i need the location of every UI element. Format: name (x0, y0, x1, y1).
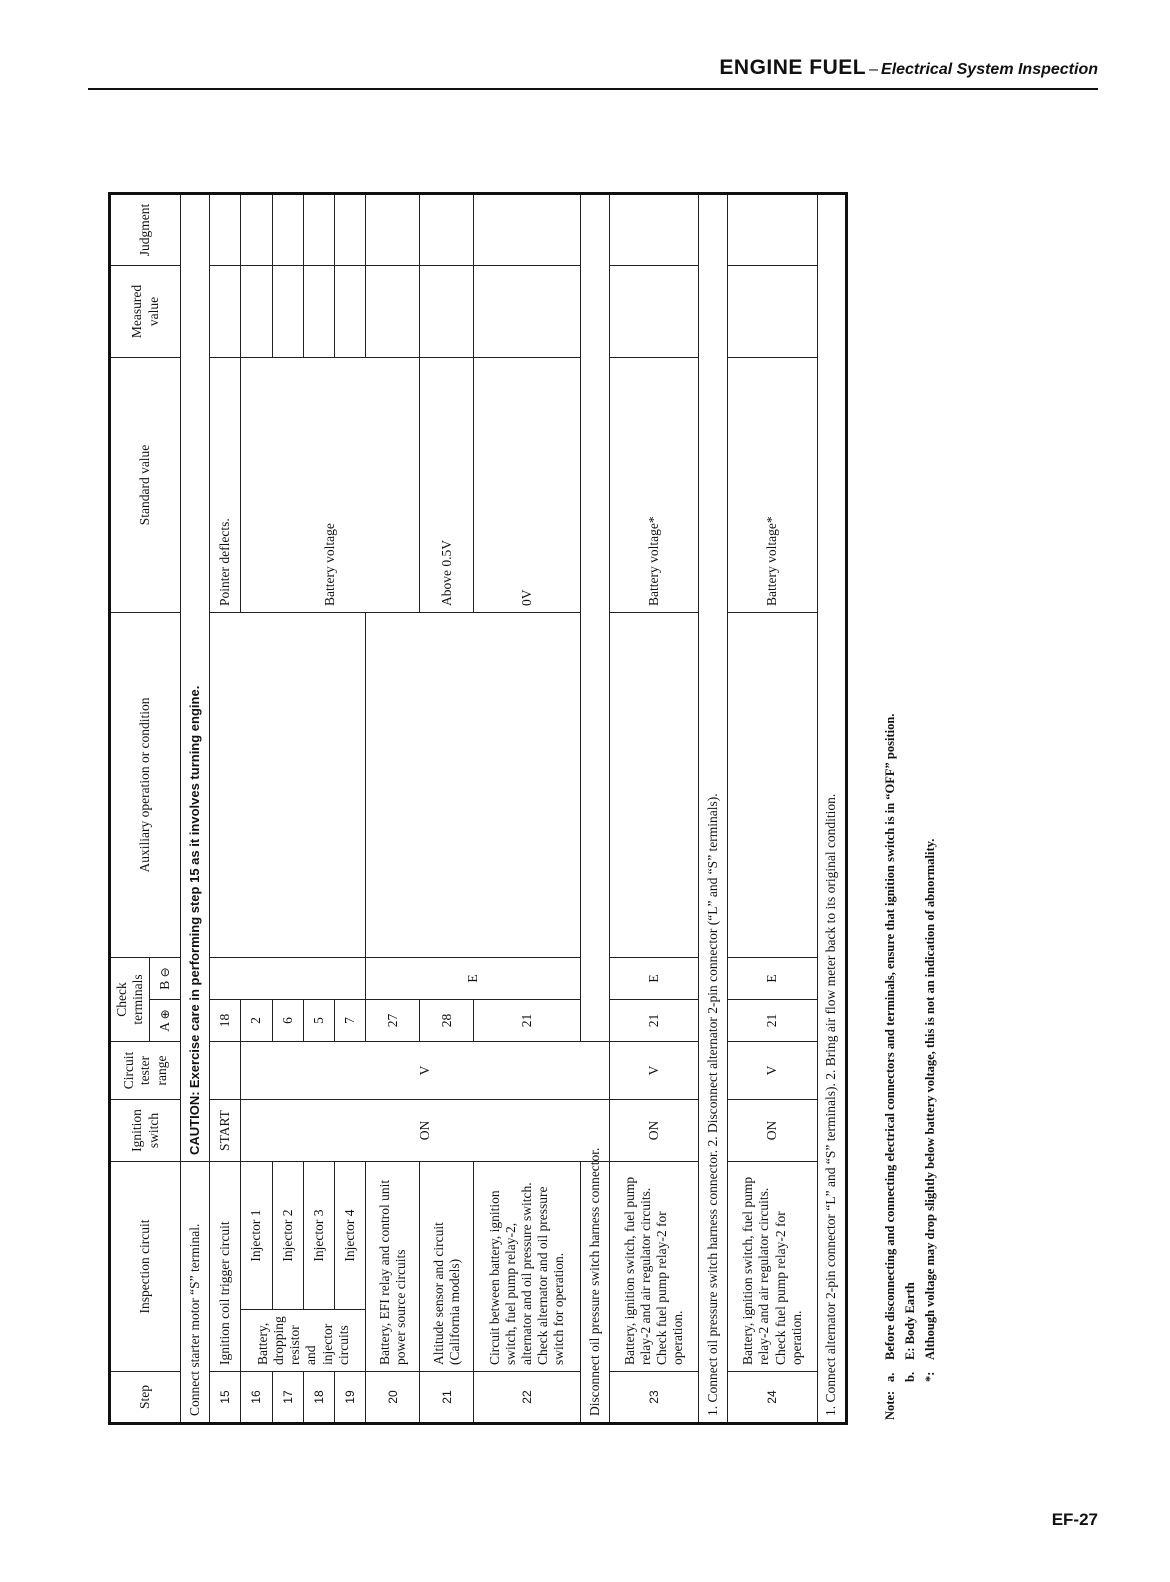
measured-value (272, 265, 303, 357)
note-label: Note: (883, 1390, 897, 1420)
step-number: 20 (366, 1372, 420, 1424)
notes-block (880, 640, 940, 1420)
note-star (920, 640, 940, 1420)
inspection-table-container (108, 195, 848, 1425)
ignition-switch: ON (609, 1100, 698, 1162)
header-dash: – (869, 61, 879, 78)
judgment (420, 193, 474, 265)
table-head-row (110, 193, 150, 1423)
inspection-circuit: Ignition coil trigger circuit (210, 1162, 241, 1372)
table-row (728, 193, 817, 1423)
step-number: 15 (210, 1372, 241, 1424)
preparation-text: Connect starter motor “S” terminal. (181, 1162, 210, 1424)
terminal-a: 2 (241, 1000, 272, 1042)
injector-label: Injector 2 (272, 1162, 303, 1310)
head-circuit-tester-range: Circuit tester range (110, 1042, 181, 1100)
judgment (303, 193, 334, 265)
caution-text: Exercise care in performing step 15 as it involves turning engine. (187, 685, 203, 1089)
terminal-a: 21 (474, 1000, 580, 1042)
section-title: ENGINE FUEL (719, 56, 867, 79)
head-inspection-circuit: Inspection circuit (110, 1162, 181, 1372)
measured-value (420, 265, 474, 357)
terminal-a: 28 (420, 1000, 474, 1042)
ignition-switch: ON (241, 1100, 609, 1162)
note-b-text: E: Body Earth (903, 1282, 917, 1360)
injector-label: Injector 3 (303, 1162, 334, 1310)
auxiliary-operation (210, 612, 366, 957)
preparation-text: Disconnect oil pressure switch harness connector. (580, 193, 609, 1423)
table-row (609, 193, 698, 1423)
judgment (609, 193, 698, 265)
head-terminal-b (149, 957, 180, 999)
measured-value (366, 265, 420, 357)
ignition-switch: START (210, 1100, 241, 1162)
table-row-preparation-3 (699, 193, 728, 1423)
measured-value (210, 265, 241, 357)
page-header (719, 56, 1098, 80)
note-b-key: b. (903, 1371, 917, 1382)
terminal-a: 7 (335, 1000, 366, 1042)
tester-range (210, 1042, 241, 1100)
terminal-a: 21 (609, 1000, 698, 1042)
tester-range: V (728, 1042, 817, 1100)
measured-value (609, 265, 698, 357)
judgment (272, 193, 303, 265)
caution-cell (181, 193, 210, 1161)
inspection-circuit: Battery, ignition switch, fuel pump relay-2 and air regulator circuits. Check fuel pump relay-2 for operation. (728, 1162, 817, 1372)
table-row-preparation-1 (181, 193, 210, 1423)
table-row (210, 193, 241, 1423)
terminal-a: 5 (303, 1000, 334, 1042)
head-check-terminals: Check terminals (110, 957, 150, 1041)
note-b (900, 640, 920, 1420)
standard-value: Above 0.5V (420, 357, 474, 612)
inspection-table (108, 192, 848, 1425)
caution-label: CAUTION: (187, 1091, 203, 1155)
measured-value (241, 265, 272, 357)
measured-value (474, 265, 580, 357)
page-number: EF-27 (1051, 1510, 1098, 1529)
terminal-a: 6 (272, 1000, 303, 1042)
injector-label: Injector 4 (335, 1162, 366, 1310)
head-step: Step (110, 1372, 181, 1424)
auxiliary-operation (609, 612, 698, 957)
head-judgment: Judgment (110, 193, 181, 265)
note-a (880, 640, 900, 1420)
note-a-key: a. (883, 1372, 897, 1382)
header-rule (88, 88, 1098, 90)
terminal-b: E (366, 957, 580, 999)
inspection-circuit: Battery, dropping resistor and injector circuits (241, 1310, 366, 1372)
step-number: 23 (609, 1372, 698, 1424)
head-measured-value: Measured value (110, 265, 181, 357)
measured-value (335, 265, 366, 357)
note-star-key: *: (923, 1371, 937, 1382)
step-number: 16 (241, 1372, 272, 1424)
terminal-b: E (609, 957, 698, 999)
step-number: 21 (420, 1372, 474, 1424)
terminal-b-label: B (156, 980, 172, 990)
step-number: 24 (728, 1372, 817, 1424)
step-number: 18 (303, 1372, 334, 1424)
step-number: 17 (272, 1372, 303, 1424)
inspection-circuit: Circuit between battery, ignition switch, fuel pump relay-2, alternator and oil pressure switch. Check alternator and oil pressure switch for operation. (474, 1162, 580, 1372)
terminal-a: 18 (210, 1000, 241, 1042)
preparation-text: 1. Connect oil pressure switch harness connector. 2. Disconnect alternator 2-pin connector (“L” and “S” terminals). (699, 193, 728, 1423)
tester-range: V (609, 1042, 698, 1100)
ignition-switch: ON (728, 1100, 817, 1162)
judgment (335, 193, 366, 265)
note-star-text: Although voltage may drop slightly below battery voltage, this is not an indication of abnormality. (923, 838, 937, 1360)
post-condition-text: 1. Connect alternator 2-pin connector “L” and “S” terminals). 2. Bring air flow meter back to its original condition. (817, 193, 846, 1423)
section-subtitle: Electrical System Inspection (881, 61, 1098, 78)
plus-icon: ⊕ (157, 1009, 172, 1020)
auxiliary-operation (728, 612, 817, 957)
note-a-text: Before disconnecting and connecting electrical connectors and terminals, ensure that ignition switch is in “OFF” position. (883, 713, 897, 1360)
standard-value: Pointer deflects. (210, 357, 241, 612)
head-standard-value: Standard value (110, 357, 181, 612)
terminal-b: E (728, 957, 817, 999)
injector-label: Injector 1 (241, 1162, 272, 1310)
minus-icon: ⊖ (157, 967, 172, 978)
judgment (210, 193, 241, 265)
terminal-a: 21 (728, 1000, 817, 1042)
table-row-preparation-2 (580, 193, 609, 1423)
inspection-circuit: Battery, EFI relay and control unit power source circuits (366, 1162, 420, 1372)
terminal-b (210, 957, 366, 999)
standard-value: Battery voltage* (728, 357, 817, 612)
standard-value: Battery voltage* (609, 357, 698, 612)
judgment (728, 193, 817, 265)
table-row-post (817, 193, 846, 1423)
step-number: 19 (335, 1372, 366, 1424)
head-terminal-a (149, 1000, 180, 1042)
head-auxiliary-operation: Auxiliary operation or condition (110, 612, 181, 957)
judgment (474, 193, 580, 265)
inspection-circuit: Altitude sensor and circuit (California models) (420, 1162, 474, 1372)
auxiliary-operation (366, 612, 580, 957)
measured-value (303, 265, 334, 357)
standard-value: Battery voltage (241, 357, 420, 612)
measured-value (728, 265, 817, 357)
judgment (366, 193, 420, 265)
standard-value: 0V (474, 357, 580, 612)
inspection-circuit: Battery, ignition switch, fuel pump relay-2 and air regulator circuits. Check fuel pump relay-2 for operation. (609, 1162, 698, 1372)
terminal-a-label: A (156, 1022, 172, 1032)
judgment (241, 193, 272, 265)
tester-range: V (241, 1042, 609, 1100)
step-number: 22 (474, 1372, 580, 1424)
terminal-a: 27 (366, 1000, 420, 1042)
head-ignition-switch: Ignition switch (110, 1100, 181, 1162)
